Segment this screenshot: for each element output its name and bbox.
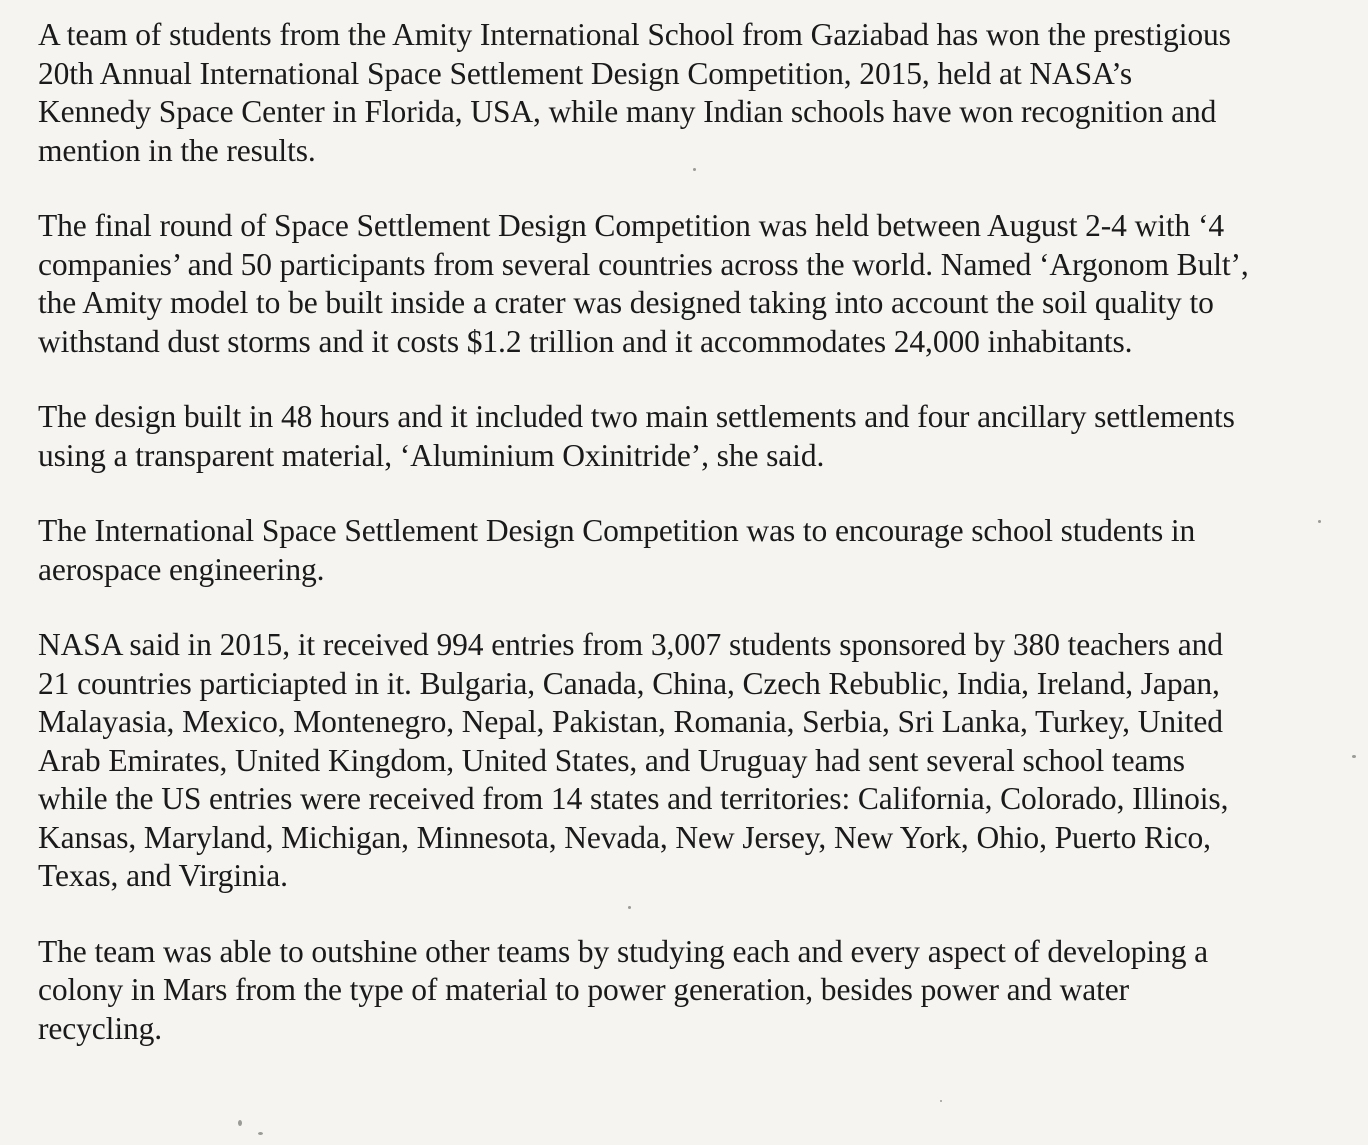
paragraph-6: The team was able to outshine other teams by studying each and every aspect of developing a colony in Mars from the type of material to power generation, besides power and water recycling. xyxy=(38,933,1209,1046)
scan-speck xyxy=(940,1100,942,1102)
scan-speck xyxy=(1352,755,1356,758)
scan-speck xyxy=(1318,520,1321,523)
scan-speck xyxy=(238,1120,242,1126)
paragraph-4: The International Space Settlement Design Competition was to encourage school students in aerospace engineering. xyxy=(38,513,1196,587)
scan-speck xyxy=(258,1132,263,1135)
scan-speck xyxy=(693,168,696,171)
scan-speck xyxy=(628,906,631,909)
paragraph-5: NASA said in 2015, it received 994 entries from 3,007 students sponsored by 380 teachers and 21 countries particiapted in it. Bulgaria, Canada, China, Czech Rebublic, India, Ireland, Japan, Malayasia, Mexico, Montenegro, Nepal, Pakistan, Romania, Serbia, Sri Lanka, Turkey, United Arab Emirates, United Kingdom, United States, and Uruguay had sent several school teams while the US entries were received from 14 states and territories: California, Colorado, Illinois, Kansas, Maryland, Michigan, Minnesota, Nevada, New Jersey, New York, Ohio, Puerto Rico, Texas, and Virginia. xyxy=(38,627,1229,893)
article-body xyxy=(38,16,1338,1048)
paragraph-3: The design built in 48 hours and it included two main settlements and four ancillary settlements using a transparent material, ‘Aluminium Oxinitride’, she said. xyxy=(38,399,1235,473)
paragraph-1: A team of students from the Amity International School from Gaziabad has won the prestigious 20th Annual International Space Settlement Design Competition, 2015, held at NASA’s Kennedy Space Center in Florida, USA, while many Indian schools have won recognition and mention in the results. xyxy=(38,17,1231,168)
paragraph-2: The final round of Space Settlement Design Competition was held between August 2-4 with ‘4 companies’ and 50 participants from several countries across the world. Named ‘Argonom Bult’, the Amity model to be built inside a crater was designed taking into account the soil quality to withstand dust storms and it costs $1.2 trillion and it accommodates 24,000 inhabitants. xyxy=(38,208,1249,359)
